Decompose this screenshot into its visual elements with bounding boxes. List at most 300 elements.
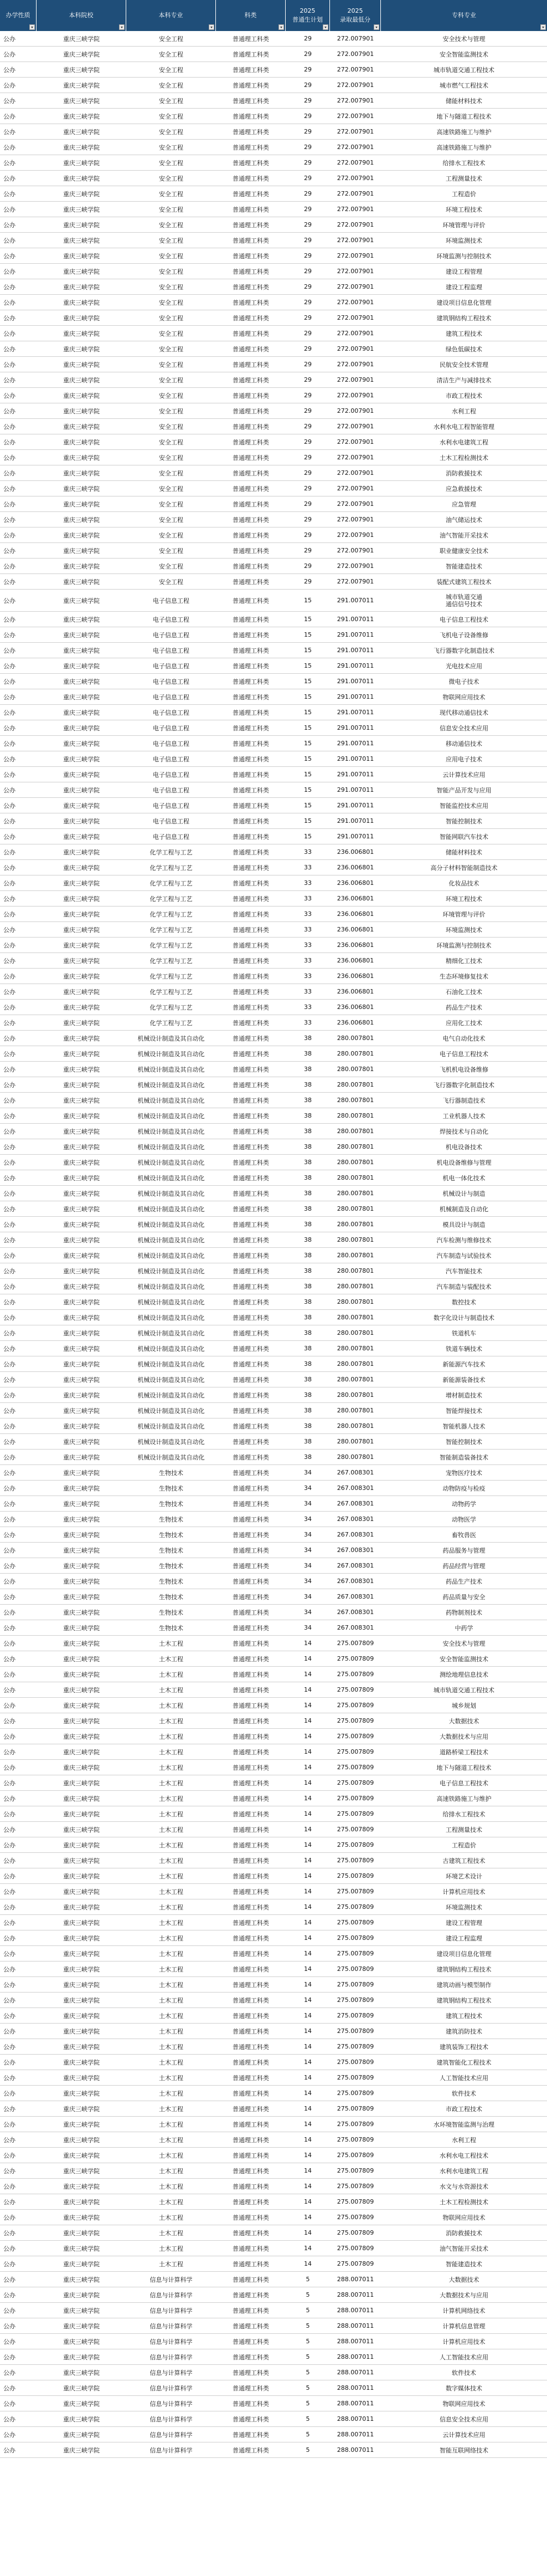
- cell-plan-count: 15: [304, 802, 312, 809]
- cell-plan-count: 38: [304, 1035, 312, 1042]
- cell-university: 重庆三峡学院: [63, 647, 100, 654]
- cell-category: 普通理工科类: [233, 1919, 269, 1927]
- cell-category: 普通理工科类: [233, 1857, 269, 1865]
- cell-category: 普通理工科类: [233, 1283, 269, 1290]
- cell-category: 普通理工科类: [233, 1686, 269, 1694]
- cell-plan-count: 38: [304, 1081, 312, 1088]
- cell-min-score: 272.007901: [337, 283, 374, 290]
- cell-school-type: 公办: [3, 361, 16, 368]
- cell-category: 普通理工科类: [233, 1143, 269, 1151]
- table-row: [0, 171, 547, 186]
- cell-plan-count: 29: [304, 190, 312, 197]
- table-row: [0, 1977, 547, 1993]
- cell-junior-major: 高速铁路施工与维护: [436, 1795, 492, 1802]
- cell-junior-major: 软件技术: [452, 2369, 476, 2377]
- cell-plan-count: 15: [304, 693, 312, 700]
- cell-junior-major: 机械设计与制造: [442, 1190, 486, 1197]
- cell-min-score: 275.007809: [337, 2121, 374, 2128]
- cell-category: 普通理工科类: [233, 724, 269, 732]
- cell-junior-major: 环境艺术设计: [446, 1872, 482, 1880]
- cell-undergrad-major: 土木工程: [159, 1965, 183, 1973]
- cell-university: 重庆三峡学院: [63, 1484, 100, 1492]
- cell-junior-major: 电子信息工程技术: [440, 1050, 488, 1058]
- cell-plan-count: 5: [306, 2307, 310, 2314]
- cell-plan-count: 14: [304, 1733, 312, 1740]
- cell-plan-count: 14: [304, 2198, 312, 2205]
- table-row: [0, 2411, 547, 2427]
- cell-junior-major: 数控技术: [452, 1298, 476, 1306]
- cell-category: 普通理工科类: [233, 112, 269, 120]
- cell-school-type: 公办: [3, 50, 16, 58]
- cell-university: 重庆三峡学院: [63, 1283, 100, 1290]
- cell-plan-count: 38: [304, 1314, 312, 1321]
- cell-university: 重庆三峡学院: [63, 516, 100, 524]
- cell-school-type: 公办: [3, 221, 16, 229]
- cell-junior-major: 建筑钢结构工程技术: [436, 314, 492, 322]
- cell-plan-count: 34: [304, 1624, 312, 1631]
- cell-university: 重庆三峡学院: [63, 631, 100, 639]
- cell-plan-count: 38: [304, 1159, 312, 1166]
- table-row: [0, 1201, 547, 1217]
- cell-plan-count: 29: [304, 376, 312, 383]
- table-body: [0, 31, 547, 2458]
- cell-university: 重庆三峡学院: [63, 2043, 100, 2051]
- cell-min-score: 291.007011: [337, 833, 374, 840]
- cell-school-type: 公办: [3, 1205, 16, 1213]
- cell-junior-major: 建筑智能化工程技术: [436, 2058, 492, 2066]
- cell-category: 普通理工科类: [233, 1795, 269, 1802]
- cell-min-score: 236.006801: [337, 879, 374, 887]
- cell-min-score: 275.007809: [337, 1779, 374, 1786]
- cell-plan-count: 14: [304, 2074, 312, 2081]
- cell-undergrad-major: 安全工程: [159, 237, 183, 244]
- cell-university: 重庆三峡学院: [63, 268, 100, 275]
- cell-university: 重庆三峡学院: [63, 2167, 100, 2175]
- cell-university: 重庆三峡学院: [63, 299, 100, 306]
- cell-junior-major: 大数据技术: [448, 2276, 479, 2283]
- cell-junior-major: 增材制造技术: [446, 1391, 482, 1399]
- cell-min-score: 280.007801: [337, 1143, 374, 1150]
- cell-school-type: 公办: [3, 2307, 16, 2314]
- table-row: [0, 2303, 547, 2318]
- cell-junior-major: 市政工程技术: [446, 2105, 482, 2113]
- cell-plan-count: 14: [304, 2090, 312, 2097]
- cell-min-score: 275.007809: [337, 1810, 374, 1817]
- cell-plan-count: 38: [304, 1143, 312, 1150]
- cell-school-type: 公办: [3, 1965, 16, 1973]
- cell-school-type: 公办: [3, 833, 16, 841]
- cell-school-type: 公办: [3, 1764, 16, 1771]
- table-row: [0, 1512, 547, 1527]
- cell-undergrad-major: 机械设计制造及其自动化: [137, 1174, 205, 1182]
- cell-plan-count: 34: [304, 1469, 312, 1476]
- table-row: [0, 2101, 547, 2117]
- cell-university: 重庆三峡学院: [63, 1252, 100, 1259]
- cell-category: 普通理工科类: [233, 268, 269, 275]
- cell-plan-count: 14: [304, 2136, 312, 2143]
- cell-category: 普通理工科类: [233, 2074, 269, 2082]
- cell-min-score: 288.007011: [337, 2415, 374, 2423]
- cell-school-type: 公办: [3, 314, 16, 322]
- cell-university: 重庆三峡学院: [63, 2214, 100, 2221]
- table-row: [0, 1946, 547, 1962]
- cell-undergrad-major: 化学工程与工艺: [149, 1003, 193, 1011]
- cell-min-score: 272.007901: [337, 144, 374, 151]
- cell-school-type: 公办: [3, 2415, 16, 2423]
- cell-school-type: 公办: [3, 175, 16, 182]
- cell-category: 普通理工科类: [233, 1345, 269, 1353]
- cell-plan-count: 34: [304, 1515, 312, 1523]
- cell-min-score: 272.007901: [337, 268, 374, 275]
- cell-category: 普通理工科类: [233, 2043, 269, 2051]
- cell-junior-major: 民航安全技术管理: [440, 361, 488, 368]
- cell-min-score: 275.007809: [337, 1702, 374, 1709]
- table-row: [0, 233, 547, 248]
- cell-undergrad-major: 土木工程: [159, 2152, 183, 2159]
- table-row: [0, 1620, 547, 1636]
- cell-plan-count: 5: [306, 2415, 310, 2423]
- header-school-type: [0, 0, 37, 31]
- filter-dropdown-icon[interactable]: [323, 24, 328, 30]
- cell-school-type: 公办: [3, 2090, 16, 2097]
- cell-junior-major: 数字化设计与制造技术: [434, 1314, 494, 1322]
- cell-junior-major: 环境监测技术: [446, 1903, 482, 1911]
- cell-plan-count: 5: [306, 2400, 310, 2407]
- cell-junior-major: 高速铁路施工与维护: [436, 128, 492, 136]
- cell-plan-count: 38: [304, 1345, 312, 1352]
- cell-plan-count: 14: [304, 1934, 312, 1942]
- cell-university: 重庆三峡学院: [63, 616, 100, 623]
- cell-plan-count: 29: [304, 144, 312, 151]
- cell-undergrad-major: 信息与计算科学: [149, 2353, 193, 2361]
- cell-category: 普通理工科类: [233, 1391, 269, 1399]
- cell-junior-major: 药品质量与安全: [442, 1593, 486, 1601]
- cell-university: 重庆三峡学院: [63, 112, 100, 120]
- cell-junior-major: 水利水电工程技术: [440, 2152, 488, 2159]
- cell-category: 普通理工科类: [233, 678, 269, 685]
- cell-undergrad-major: 安全工程: [159, 252, 183, 260]
- cell-university: 重庆三峡学院: [63, 1453, 100, 1461]
- cell-university: 重庆三峡学院: [63, 1221, 100, 1228]
- cell-min-score: 280.007801: [337, 1376, 374, 1383]
- cell-junior-major: 安全智能监测技术: [440, 1655, 488, 1663]
- cell-min-score: 267.008301: [337, 1531, 374, 1538]
- cell-text-line: 城市轨道交通: [446, 593, 482, 601]
- cell-min-score: 280.007801: [337, 1360, 374, 1368]
- cell-category: 普通理工科类: [233, 128, 269, 136]
- cell-min-score: 280.007801: [337, 1438, 374, 1445]
- cell-junior-major: 计算机信息管理: [442, 2322, 486, 2330]
- cell-undergrad-major: 安全工程: [159, 128, 183, 136]
- cell-junior-major: 水文与水资源技术: [440, 2183, 488, 2190]
- cell-school-type: 公办: [3, 1515, 16, 1523]
- cell-plan-count: 33: [304, 972, 312, 980]
- cell-min-score: 267.008301: [337, 1624, 374, 1631]
- cell-school-type: 公办: [3, 647, 16, 654]
- cell-min-score: 275.007809: [337, 1748, 374, 1755]
- table-row: [0, 782, 547, 798]
- cell-university: 重庆三峡学院: [63, 1112, 100, 1120]
- table-row: [0, 875, 547, 891]
- cell-undergrad-major: 土木工程: [159, 1903, 183, 1911]
- table-row: [0, 155, 547, 171]
- cell-university: 重庆三峡学院: [63, 454, 100, 462]
- cell-university: 重庆三峡学院: [63, 1888, 100, 1896]
- cell-school-type: 公办: [3, 957, 16, 965]
- header-label: 本科院校: [69, 12, 94, 19]
- cell-school-type: 公办: [3, 693, 16, 701]
- table-row: [0, 1139, 547, 1155]
- cell-junior-major: 药物制剂技术: [446, 1609, 482, 1616]
- cell-min-score: 291.007011: [337, 817, 374, 824]
- filter-dropdown-icon[interactable]: [119, 24, 125, 30]
- cell-university: 重庆三峡学院: [63, 221, 100, 229]
- cell-university: 重庆三峡学院: [63, 1019, 100, 1027]
- table-row: [0, 829, 547, 844]
- cell-min-score: 275.007809: [337, 2074, 374, 2081]
- header-label: 2025: [347, 7, 363, 14]
- cell-school-type: 公办: [3, 438, 16, 446]
- cell-min-score: 291.007011: [337, 662, 374, 669]
- cell-category: 普通理工科类: [233, 299, 269, 306]
- cell-undergrad-major: 信息与计算科学: [149, 2291, 193, 2299]
- cell-plan-count: 38: [304, 1267, 312, 1274]
- cell-plan-count: 5: [306, 2338, 310, 2345]
- cell-min-score: 272.007901: [337, 175, 374, 182]
- cell-university: 重庆三峡学院: [63, 2431, 100, 2439]
- cell-plan-count: 15: [304, 817, 312, 824]
- cell-category: 普通理工科类: [233, 833, 269, 841]
- cell-school-type: 公办: [3, 1981, 16, 1989]
- cell-school-type: 公办: [3, 597, 16, 605]
- cell-school-type: 公办: [3, 35, 16, 43]
- cell-university: 重庆三峡学院: [63, 144, 100, 151]
- cell-school-type: 公办: [3, 895, 16, 903]
- cell-junior-major: 石油化工技术: [446, 988, 482, 996]
- cell-min-score: 275.007809: [337, 2043, 374, 2050]
- cell-plan-count: 33: [304, 1019, 312, 1026]
- cell-min-score: 280.007801: [337, 1236, 374, 1243]
- cell-university: 重庆三峡学院: [63, 531, 100, 539]
- cell-undergrad-major: 安全工程: [159, 407, 183, 415]
- cell-school-type: 公办: [3, 709, 16, 716]
- cell-university: 重庆三峡学院: [63, 66, 100, 74]
- cell-university: 重庆三峡学院: [63, 1996, 100, 2004]
- cell-university: 重庆三峡学院: [63, 724, 100, 732]
- table-row: [0, 481, 547, 496]
- cell-university: 重庆三峡学院: [63, 128, 100, 136]
- cell-school-type: 公办: [3, 2027, 16, 2035]
- cell-school-type: 公办: [3, 66, 16, 74]
- cell-school-type: 公办: [3, 1019, 16, 1027]
- cell-plan-count: 38: [304, 1112, 312, 1119]
- cell-plan-count: 29: [304, 485, 312, 492]
- cell-plan-count: 14: [304, 1779, 312, 1786]
- cell-junior-major: 安全智能监测技术: [440, 50, 488, 58]
- cell-undergrad-major: 安全工程: [159, 469, 183, 477]
- cell-min-score: 272.007901: [337, 345, 374, 352]
- cell-junior-major: 动物医学: [452, 1515, 476, 1523]
- header-category: [216, 0, 286, 31]
- cell-category: 普通理工科类: [233, 1329, 269, 1337]
- cell-plan-count: 38: [304, 1283, 312, 1290]
- table-row: [0, 1481, 547, 1496]
- cell-category: 普通理工科类: [233, 802, 269, 810]
- cell-school-type: 公办: [3, 1174, 16, 1182]
- cell-plan-count: 33: [304, 848, 312, 856]
- cell-undergrad-major: 安全工程: [159, 112, 183, 120]
- cell-school-type: 公办: [3, 2276, 16, 2283]
- cell-plan-count: 14: [304, 1996, 312, 2004]
- cell-plan-count: 29: [304, 469, 312, 477]
- header-label: 录取最低分: [340, 16, 370, 23]
- table-row: [0, 2055, 547, 2070]
- cell-category: 普通理工科类: [233, 740, 269, 747]
- cell-university: 重庆三峡学院: [63, 2058, 100, 2066]
- cell-plan-count: 14: [304, 2260, 312, 2267]
- cell-university: 重庆三峡学院: [63, 2384, 100, 2392]
- cell-university: 重庆三峡学院: [63, 50, 100, 58]
- cell-junior-major: 土木工程检测技术: [440, 2198, 488, 2206]
- cell-plan-count: 29: [304, 159, 312, 166]
- table-row: [0, 2380, 547, 2396]
- cell-university: 重庆三峡学院: [63, 1143, 100, 1151]
- cell-junior-major: 智能监控技术应用: [440, 802, 488, 810]
- table-row: [0, 705, 547, 720]
- cell-junior-major: 药品生产技术: [446, 1003, 482, 1011]
- cell-school-type: 公办: [3, 2183, 16, 2190]
- table-row: [0, 1434, 547, 1450]
- cell-plan-count: 29: [304, 97, 312, 104]
- cell-university: 重庆三峡学院: [63, 895, 100, 903]
- filter-dropdown-icon[interactable]: [278, 24, 284, 30]
- cell-min-score: 280.007801: [337, 1252, 374, 1259]
- cell-junior-major: 高速铁路施工与维护: [436, 144, 492, 151]
- cell-min-score: 272.007901: [337, 531, 374, 539]
- cell-plan-count: 29: [304, 221, 312, 228]
- table-row: [0, 2132, 547, 2148]
- cell-undergrad-major: 机械设计制造及其自动化: [137, 1360, 205, 1368]
- cell-plan-count: 38: [304, 1221, 312, 1228]
- cell-undergrad-major: 电子信息工程: [153, 597, 189, 605]
- cell-school-type: 公办: [3, 2431, 16, 2439]
- table-row: [0, 140, 547, 155]
- cell-undergrad-major: 土木工程: [159, 1841, 183, 1849]
- table-row: [0, 2365, 547, 2380]
- cell-category: 普通理工科类: [233, 314, 269, 322]
- cell-plan-count: 33: [304, 864, 312, 871]
- filter-dropdown-icon[interactable]: [374, 24, 379, 30]
- cell-junior-major: 生态环境修复技术: [440, 972, 488, 980]
- cell-category: 普通理工科类: [233, 2260, 269, 2268]
- cell-university: 重庆三峡学院: [63, 941, 100, 949]
- filter-dropdown-icon[interactable]: [540, 24, 546, 30]
- cell-junior-major: 建设工程监理: [446, 283, 482, 291]
- cell-junior-major: 信息安全技术应用: [440, 724, 488, 732]
- cell-min-score: 288.007011: [337, 2446, 374, 2454]
- cell-min-score: 275.007809: [337, 2105, 374, 2112]
- cell-category: 普通理工科类: [233, 631, 269, 639]
- cell-school-type: 公办: [3, 1314, 16, 1322]
- cell-min-score: 272.007901: [337, 578, 374, 585]
- cell-school-type: 公办: [3, 81, 16, 89]
- cell-min-score: 272.007901: [337, 392, 374, 399]
- table-row: [0, 1279, 547, 1294]
- cell-university: 重庆三峡学院: [63, 175, 100, 182]
- filter-dropdown-icon[interactable]: [29, 24, 35, 30]
- cell-undergrad-major: 安全工程: [159, 314, 183, 322]
- cell-school-type: 公办: [3, 848, 16, 856]
- cell-plan-count: 14: [304, 1655, 312, 1662]
- cell-undergrad-major: 生物技术: [159, 1531, 183, 1539]
- cell-min-score: 291.007011: [337, 740, 374, 747]
- cell-category: 普通理工科类: [233, 361, 269, 368]
- cell-min-score: 272.007901: [337, 547, 374, 554]
- cell-undergrad-major: 土木工程: [159, 1996, 183, 2004]
- filter-dropdown-icon[interactable]: [209, 24, 214, 30]
- cell-undergrad-major: 安全工程: [159, 485, 183, 493]
- cell-university: 重庆三峡学院: [63, 709, 100, 716]
- cell-junior-major: 建筑装饰工程技术: [440, 2043, 488, 2051]
- table-row: [0, 2117, 547, 2132]
- cell-university: 重庆三峡学院: [63, 879, 100, 887]
- cell-university: 重庆三峡学院: [63, 1035, 100, 1042]
- cell-plan-count: 14: [304, 1981, 312, 1988]
- cell-school-type: 公办: [3, 1888, 16, 1896]
- cell-junior-major: 装配式建筑工程技术: [436, 578, 492, 586]
- cell-university: 重庆三峡学院: [63, 2229, 100, 2237]
- cell-min-score: 267.008301: [337, 1500, 374, 1507]
- cell-min-score: 275.007809: [337, 1857, 374, 1864]
- cell-min-score: 280.007801: [337, 1128, 374, 1135]
- cell-category: 普通理工科类: [233, 1252, 269, 1259]
- cell-min-score: 280.007801: [337, 1283, 374, 1290]
- cell-min-score: 280.007801: [337, 1050, 374, 1057]
- cell-min-score: 236.006801: [337, 957, 374, 964]
- cell-category: 普通理工科类: [233, 910, 269, 918]
- header-undergrad-major: [126, 0, 216, 31]
- cell-university: 重庆三峡学院: [63, 1546, 100, 1554]
- table-row: [0, 1031, 547, 1046]
- cell-plan-count: 29: [304, 252, 312, 259]
- table-row: [0, 1962, 547, 1977]
- cell-min-score: 291.007011: [337, 709, 374, 716]
- table-row: [0, 969, 547, 984]
- cell-undergrad-major: 安全工程: [159, 221, 183, 229]
- cell-school-type: 公办: [3, 1950, 16, 1958]
- cell-undergrad-major: 土木工程: [159, 2012, 183, 2020]
- cell-school-type: 公办: [3, 1562, 16, 1570]
- cell-undergrad-major: 机械设计制造及其自动化: [137, 1050, 205, 1058]
- cell-junior-major: 化妆品技术: [448, 879, 479, 887]
- cell-category: 普通理工科类: [233, 1764, 269, 1771]
- table-row: [0, 202, 547, 217]
- cell-school-type: 公办: [3, 190, 16, 198]
- cell-junior-major: 地下与隧道工程技术: [436, 1764, 492, 1771]
- cell-min-score: 267.008301: [337, 1546, 374, 1554]
- cell-min-score: 272.007901: [337, 500, 374, 508]
- cell-category: 普通理工科类: [233, 1810, 269, 1818]
- cell-min-score: 280.007801: [337, 1422, 374, 1430]
- cell-plan-count: 38: [304, 1205, 312, 1212]
- cell-category: 普通理工科类: [233, 2183, 269, 2190]
- cell-min-score: 272.007901: [337, 438, 374, 445]
- cell-category: 普通理工科类: [233, 1826, 269, 1834]
- cell-category: 普通理工科类: [233, 2105, 269, 2113]
- cell-category: 普通理工科类: [233, 1314, 269, 1322]
- cell-plan-count: 5: [306, 2276, 310, 2283]
- header-label: 2025: [300, 7, 316, 14]
